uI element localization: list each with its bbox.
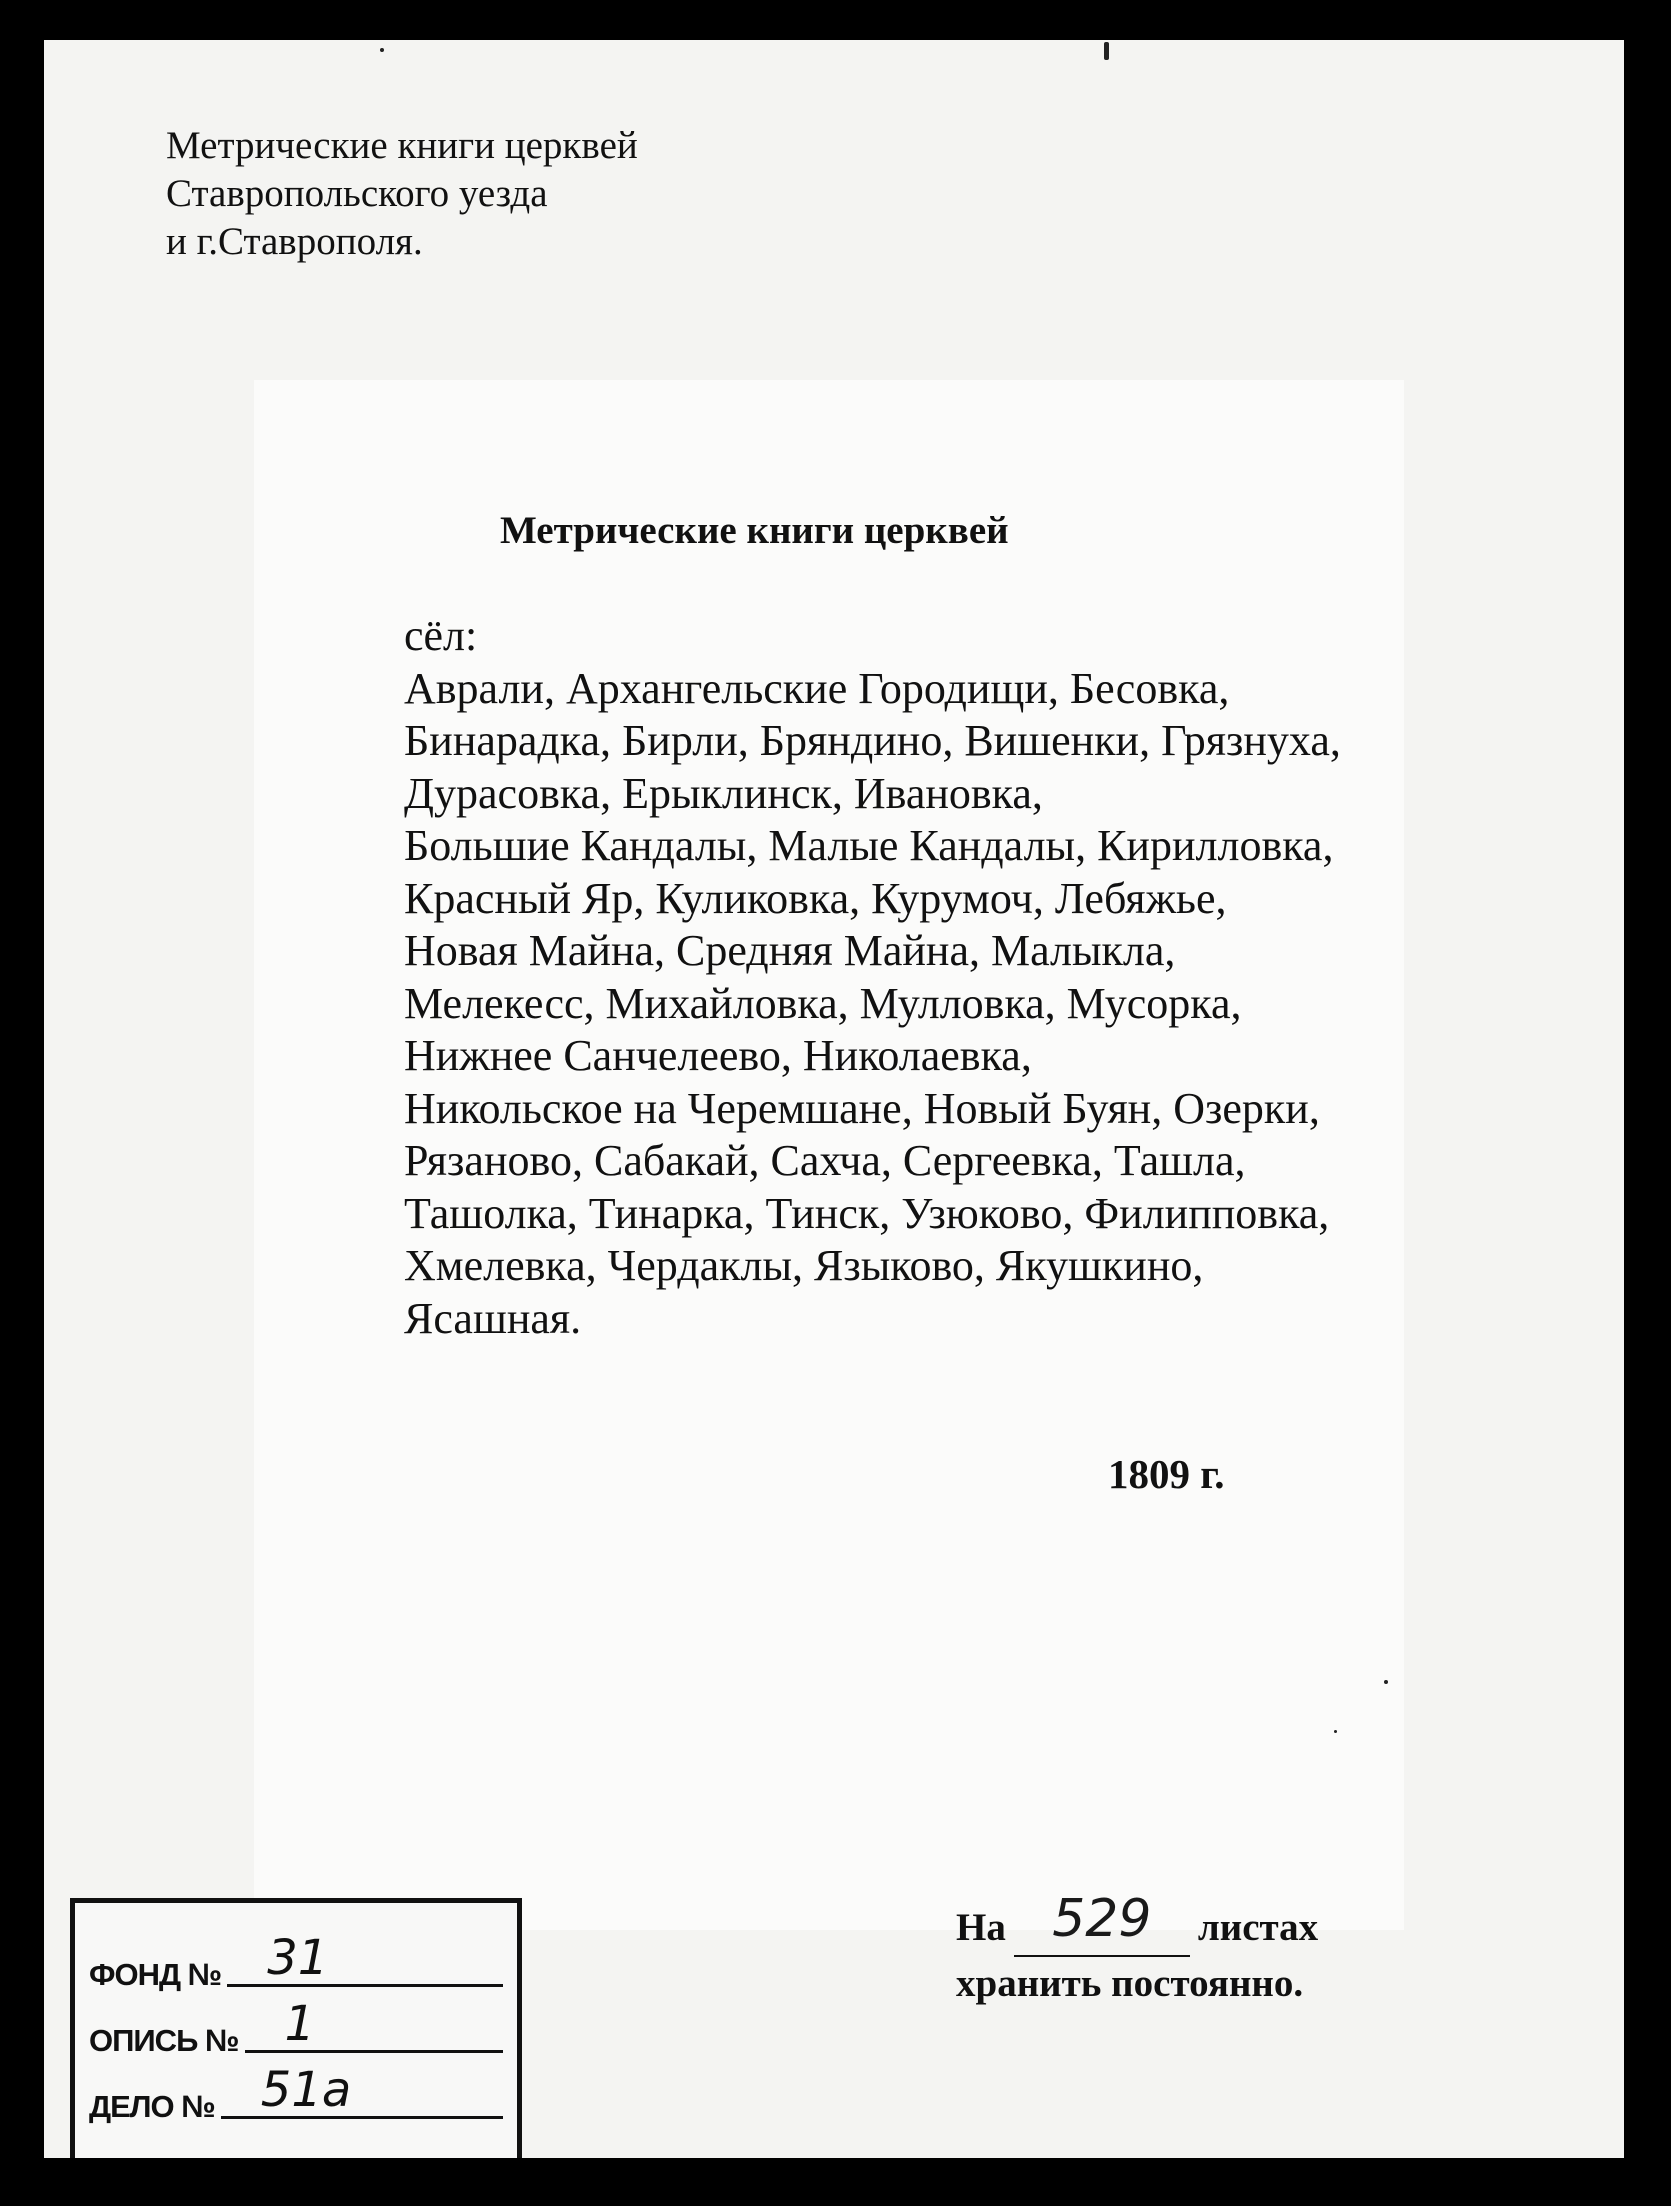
storage-line-2: хранить постоянно.: [956, 1962, 1304, 2005]
stamp-row-fond: [89, 1927, 503, 1993]
header-line-1: Метрические книги церквей: [166, 124, 638, 167]
header-line-3: и г.Ставрополя.: [166, 220, 423, 263]
village-line: Хмелевка, Чердаклы, Языково, Якушкино,: [404, 1241, 1204, 1290]
opis-line: [245, 1998, 503, 2053]
sheet-count-blank: [1014, 1889, 1190, 1957]
stamp-row-delo: [89, 2059, 503, 2125]
storage-line-1: [956, 1889, 1319, 1957]
village-line: Аврали, Архангельские Городищи, Бесовка,: [404, 663, 1230, 713]
opis-value: 1: [284, 1996, 316, 2052]
fond-label: ФОНД №: [89, 1957, 222, 1992]
paper-speck: [380, 48, 384, 52]
village-line: Бинарадка, Бирли, Бряндино, Вишенки, Грязнуха,: [404, 716, 1341, 765]
delo-label: ДЕЛО №: [89, 2089, 215, 2124]
village-line: Новая Майна, Средняя Майна, Малыкла,: [404, 926, 1176, 975]
storage-note: [956, 1889, 1319, 2011]
paper-speck: [1334, 1730, 1337, 1733]
village-line: Большие Кандалы, Малые Кандалы, Кирилловка,: [404, 821, 1334, 870]
village-line: Ташолка, Тинарка, Тинск, Узюково, Филипповка,: [404, 1188, 1330, 1238]
paper-speck: [1104, 42, 1109, 60]
paper-speck: [1384, 1680, 1388, 1684]
archive-sheet: [44, 40, 1624, 2158]
village-intro: сёл:: [404, 611, 478, 660]
header-line-2: Ставропольского уезда: [166, 172, 548, 215]
storage-suffix: листах: [1197, 1906, 1319, 1949]
document-title: Метрические книги церквей: [500, 509, 1009, 552]
village-line: Ясашная.: [404, 1293, 582, 1343]
archive-header: [166, 122, 638, 266]
document-year: 1809 г.: [1108, 1451, 1225, 1497]
village-line: Красный Яр, Куликовка, Курумоч, Лебяжье,: [404, 873, 1227, 923]
village-line: Мелекесс, Михайловка, Мулловка, Мусорка,: [404, 978, 1242, 1028]
storage-prefix: На: [956, 1906, 1006, 1949]
fond-value: 31: [267, 1930, 329, 1986]
sheet-count: 529: [1052, 1889, 1152, 1949]
village-list: [404, 610, 1524, 1345]
delo-value: 51а: [260, 2062, 352, 2118]
fond-line: [227, 1932, 503, 1987]
village-line: Никольское на Черемшане, Новый Буян, Озерки,: [404, 1083, 1320, 1133]
village-line: Нижнее Санчелеево, Николаевка,: [404, 1031, 1032, 1080]
archive-stamp: [70, 1898, 522, 2158]
stamp-row-opis: [89, 1993, 503, 2059]
village-line: Дурасовка, Ерыклинск, Ивановка,: [404, 768, 1043, 818]
village-line: Рязаново, Сабакай, Сахча, Сергеевка, Ташла,: [404, 1136, 1246, 1185]
opis-label: ОПИСЬ №: [89, 2023, 239, 2058]
delo-line: [221, 2064, 503, 2119]
